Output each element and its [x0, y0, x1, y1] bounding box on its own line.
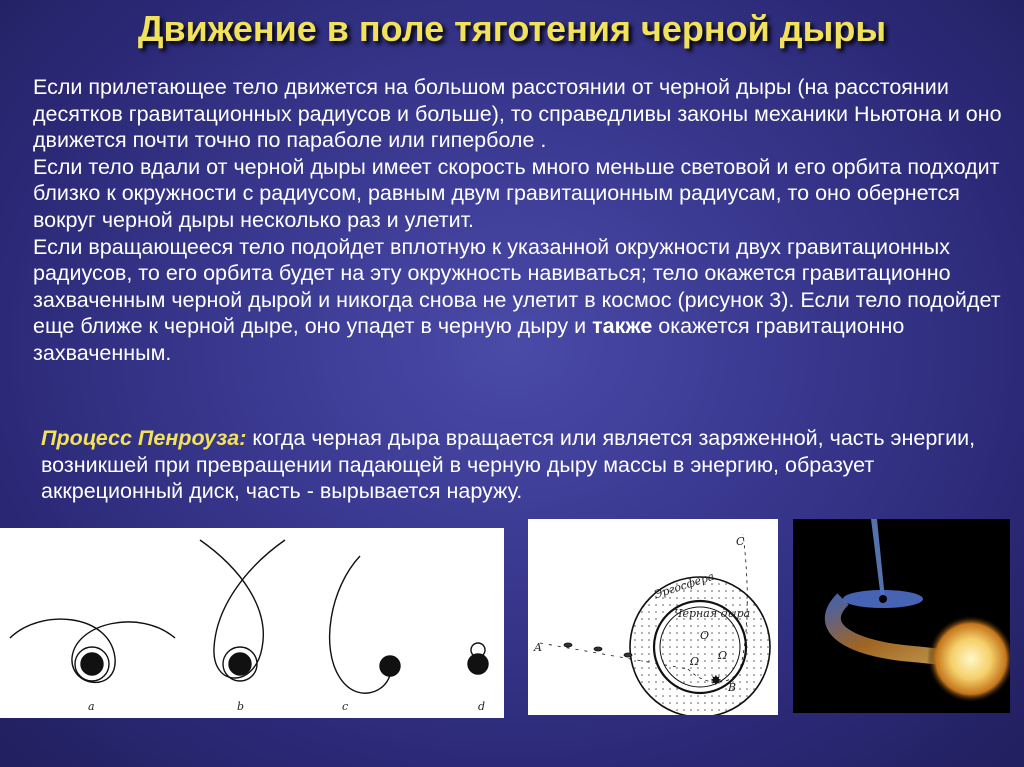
paragraph-orbit: Если тело вдали от черной дыры имеет скорость много меньше световой и его орбита подходит близко к окружности с радиусом, равным двум гравитационным радиусам, то оно обернется вокруг черной дыры несколько раз и улетит. — [33, 154, 1000, 232]
companion-star — [927, 615, 1010, 703]
black-hole-dot — [879, 595, 887, 603]
paragraph-capture — [33, 234, 1011, 367]
label-c: c — [342, 700, 349, 713]
orbits-figure — [0, 528, 504, 718]
point-a: A — [534, 641, 542, 654]
orbit-b — [200, 540, 285, 681]
point-o: O — [700, 629, 710, 642]
accretion-disk-image — [793, 519, 1010, 713]
penrose-paragraph — [41, 425, 1001, 505]
ergosphere-figure — [528, 519, 778, 715]
penrose-text: когда черная дыра вращается или является заряженной, часть энергии, возникшей при превращении падающей в черную дыру массы в энергию, образует аккреционный диск, часть - вырывается наружу. — [41, 426, 976, 504]
paragraph-capture-end: окажется гравитационно захваченным. — [33, 314, 905, 365]
ergosphere-label: Эргосфера — [652, 569, 716, 602]
point-omega: Ω — [690, 655, 700, 668]
orbit-d — [468, 643, 488, 674]
point-c: C — [736, 535, 745, 548]
paragraph-newton: Если прилетающее тело движется на большом расстоянии от черной дыры (на расстоянии десятков гравитационных радиусов и больше), то справедливы законы механики Ньютона и оно движется почти точно по параболе или гиперболе . — [33, 75, 1002, 153]
penrose-term: Процесс Пенроуза: — [41, 426, 247, 450]
label-a: a — [88, 700, 95, 713]
point-omega-2: Ω — [718, 649, 728, 662]
label-b: b — [237, 700, 245, 713]
orbit-a — [10, 619, 175, 682]
orbit-c — [330, 556, 400, 693]
emphasis-also: также — [592, 314, 653, 339]
paragraph-capture-text: Если вращающееся тело подойдет вплотную к указанной окружности двух гравитационных радиусов, то его орбита будет на эту окружность навиваться; тело окажется гравитационно захваченным черной дырой и никогда снова не улетит в космос (рисунок 3). Если тело подойдет еще ближе к черной дыре, оно упадет в черную дыру и — [33, 234, 1001, 339]
slide-title: Движение в поле тяготения черной дыры — [137, 8, 887, 49]
hole-label: Черная дыра — [674, 607, 751, 620]
point-b: B — [728, 681, 737, 694]
main-text — [33, 74, 1011, 367]
burst-icon: ✸ — [710, 672, 722, 688]
jet — [871, 519, 885, 599]
label-d: d — [478, 700, 486, 713]
